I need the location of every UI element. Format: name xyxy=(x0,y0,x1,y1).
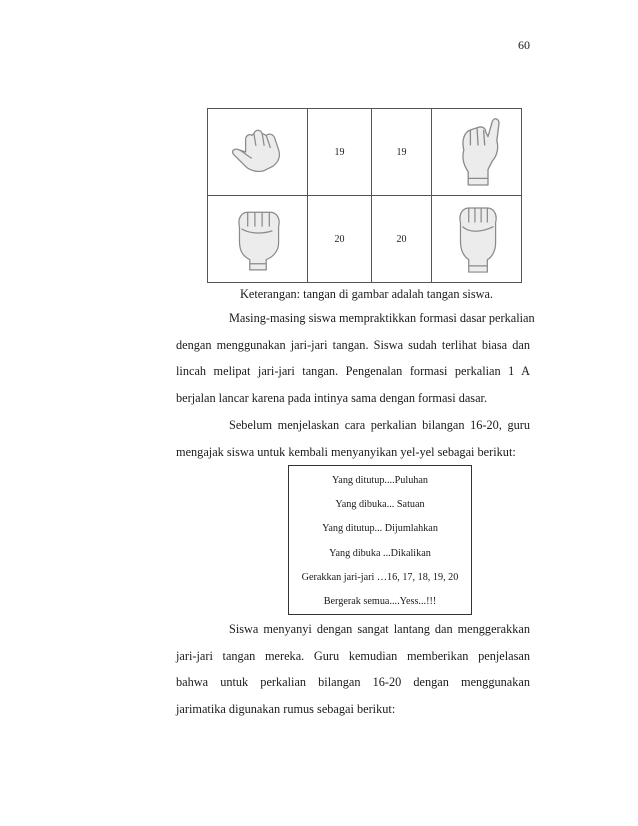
thumb-out-hand-icon xyxy=(444,112,510,192)
thumb-out-hand-icon xyxy=(227,121,289,183)
figure-caption: Keterangan: tangan di gambar adalah tangan siswa. xyxy=(240,287,494,301)
table-cell-hand xyxy=(208,196,308,283)
chant-line: Yang dibuka ...Dikalikan xyxy=(329,548,431,559)
page-number: 60 xyxy=(518,38,530,52)
paragraph-line: Siswa menyanyi dengan sangat lantang dan menggerakkan xyxy=(229,622,530,636)
chant-line: Bergerak semua....Yess...!!! xyxy=(323,596,437,607)
paragraph-line: Sebelum menjelaskan cara perkalian bilangan 16-20, guru xyxy=(229,418,530,432)
paragraph-2 xyxy=(176,412,530,465)
table-cell-number: 20 xyxy=(372,196,432,283)
paragraph-line: dengan menggunakan jari-jari tangan. Siswa sudah terlihat biasa dan xyxy=(176,337,530,352)
paragraph-line: jarimatika digunakan rumus sebagai berikut: xyxy=(176,702,396,717)
chant-line: Yang dibuka... Satuan xyxy=(335,499,425,510)
table-cell-number: 19 xyxy=(372,109,432,196)
paragraph-line: bahwa untuk perkalian bilangan 16-20 dengan menggunakan xyxy=(176,675,530,690)
paragraph-line: jari-jari tangan mereka. Guru kemudian memberikan penjelasan xyxy=(176,648,530,663)
chant-line: Yang ditutup....Puluhan xyxy=(331,475,429,486)
table-row xyxy=(208,109,522,196)
table-cell-hand xyxy=(432,196,522,283)
paragraph-3 xyxy=(176,616,530,723)
closed-fist-icon xyxy=(446,201,508,277)
paragraph-line: lincah melipat jari-jari tangan. Pengenalan formasi perkalian 1 A xyxy=(176,364,530,379)
paragraph-1 xyxy=(176,305,535,412)
table-cell-number: 19 xyxy=(308,109,372,196)
table-cell-hand xyxy=(208,109,308,196)
paragraph-line: mengajak siswa untuk kembali menyanyikan yel-yel sebagai berikut: xyxy=(176,444,516,459)
hand-formation-table xyxy=(207,108,522,283)
closed-fist-icon xyxy=(227,204,289,274)
table-row xyxy=(208,196,522,283)
table-cell-hand xyxy=(432,109,522,196)
chant-line: Yang ditutup... Dijumlahkan xyxy=(322,523,438,534)
table-cell-number: 20 xyxy=(308,196,372,283)
chant-box xyxy=(288,465,472,615)
paragraph-line: berjalan lancar karena pada intinya sama dengan formasi dasar. xyxy=(176,391,488,406)
paragraph-line: Masing-masing siswa mempraktikkan formasi dasar perkalian xyxy=(229,311,535,325)
chant-line: Gerakkan jari-jari …16, 17, 18, 19, 20 xyxy=(301,572,459,583)
